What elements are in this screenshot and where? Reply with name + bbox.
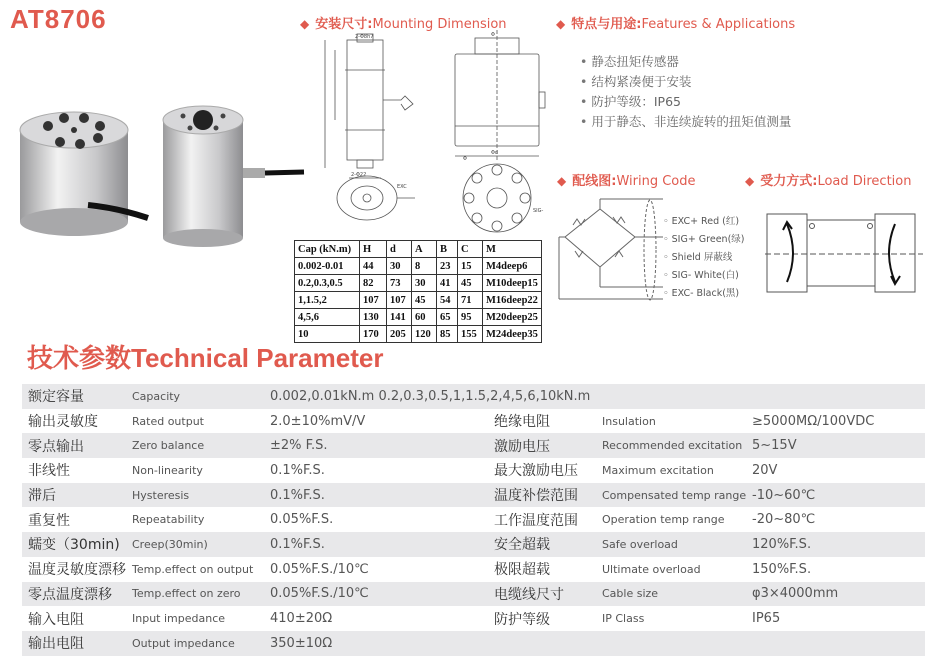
table-cell: 141 (387, 309, 412, 326)
param-value: ±2% F.S. (270, 433, 494, 458)
load-direction-title: ◆ 受力方式:Load Direction (745, 174, 912, 189)
table-header: A (412, 241, 437, 258)
table-cell: 120 (412, 326, 437, 343)
table-cell: 45 (458, 275, 483, 292)
dim-label: 2-Φ22 (351, 172, 367, 178)
table-cell: 107 (387, 292, 412, 309)
param-name-cn: 输出电阻 (22, 631, 132, 656)
features-title: ◆ 特点与用途:Features & Applications (556, 17, 796, 32)
table-cell: 10 (295, 326, 360, 343)
param-name-cn: 温度灵敏度漂移 (22, 557, 132, 582)
list-item: • 静态扭矩传感器 (580, 52, 791, 72)
table-row (295, 258, 542, 275)
table-header: d (387, 241, 412, 258)
table-header-row (295, 241, 542, 258)
table-cell: 155 (458, 326, 483, 343)
dim-label: Φ (491, 32, 495, 38)
table-cell: 130 (360, 309, 387, 326)
param-value: 150%F.S. (752, 557, 925, 582)
table-row (22, 557, 925, 582)
table-cell: 65 (437, 309, 458, 326)
param-name-cn: 零点输出 (22, 433, 132, 458)
table-row (22, 582, 925, 607)
param-name-en: Capacity (132, 384, 270, 409)
diamond-icon: ◆ (300, 17, 310, 31)
param-name-cn: 绝缘电阻 (494, 409, 602, 434)
table-cell: 41 (437, 275, 458, 292)
list-item: • 用于静态、非连续旋转的扭矩值测量 (580, 112, 791, 132)
table-cell: 15 (458, 258, 483, 275)
param-value (752, 631, 925, 656)
param-name-en: Temp.effect on zero (132, 582, 270, 607)
param-value: φ3×4000mm (752, 582, 925, 607)
table-cell: 44 (360, 258, 387, 275)
list-item: • 防护等级：IP65 (580, 92, 791, 112)
table-header: H (360, 241, 387, 258)
param-value: 0.1%F.S. (270, 532, 494, 557)
table-cell: 0.2,0.3,0.5 (295, 275, 360, 292)
table-cell: 85 (437, 326, 458, 343)
param-value: -10~60℃ (752, 483, 925, 508)
table-cell: 54 (437, 292, 458, 309)
param-name-cn: 极限超载 (494, 557, 602, 582)
param-name-cn: 滞后 (22, 483, 132, 508)
dim-label: SIG- (533, 208, 544, 214)
dimension-table (294, 240, 542, 343)
table-cell: M4deep6 (483, 258, 542, 275)
wire-label: ◦ EXC- Black(黑) (663, 288, 740, 299)
table-cell: 95 (458, 309, 483, 326)
diamond-icon: ◆ (745, 174, 755, 188)
table-cell: M20deep25 (483, 309, 542, 326)
table-cell: 0.002-0.01 (295, 258, 360, 275)
table-header: M (483, 241, 542, 258)
table-header: Cap (kN.m) (295, 241, 360, 258)
table-header: C (458, 241, 483, 258)
param-name-cn: 电缆线尺寸 (494, 582, 602, 607)
param-name-en: Repeatability (132, 507, 270, 532)
param-name-en: Rated output (132, 409, 270, 434)
mounting-dimension-title: ◆ 安装尺寸:Mounting Dimension (300, 17, 507, 32)
dim-label: 2-Φ8h7 (355, 34, 374, 40)
param-name-en: Input impedance (132, 606, 270, 631)
table-cell: 8 (412, 258, 437, 275)
param-value: -20~80℃ (752, 507, 925, 532)
dim-label: Φd (491, 150, 499, 156)
param-name-cn: 激励电压 (494, 433, 602, 458)
param-value: 410±20Ω (270, 606, 494, 631)
parameter-table (22, 384, 925, 656)
param-value: 2.0±10%mV/V (270, 409, 494, 434)
param-value: 0.002,0.01kN.m 0.2,0.3,0.5,1,1.5,2,4,5,6,10kN.m (270, 384, 925, 409)
table-cell: 82 (360, 275, 387, 292)
diamond-icon: ◆ (557, 174, 567, 188)
param-name-en: Recommended excitation (602, 433, 752, 458)
list-item: • 结构紧凑便于安装 (580, 72, 791, 92)
param-name-cn: 防护等级 (494, 606, 602, 631)
table-row (22, 433, 925, 458)
param-name-en: Non-linearity (132, 458, 270, 483)
param-name-cn: 零点温度漂移 (22, 582, 132, 607)
table-cell: M10deep15 (483, 275, 542, 292)
param-name-en: Zero balance (132, 433, 270, 458)
param-value: 0.1%F.S. (270, 458, 494, 483)
param-name-en: IP Class (602, 606, 752, 631)
product-photo (8, 100, 308, 250)
param-value: 0.05%F.S. (270, 507, 494, 532)
param-value: ≥5000MΩ/100VDC (752, 409, 925, 434)
table-row (295, 275, 542, 292)
param-name-cn: 工作温度范围 (494, 507, 602, 532)
param-name-en: Maximum excitation (602, 458, 752, 483)
param-name-cn (494, 631, 602, 656)
table-row (22, 507, 925, 532)
param-name-en: Operation temp range (602, 507, 752, 532)
param-value: 0.05%F.S./10℃ (270, 557, 494, 582)
table-cell: 73 (387, 275, 412, 292)
param-value: 0.1%F.S. (270, 483, 494, 508)
table-cell: 1,1.5,2 (295, 292, 360, 309)
table-cell: 4,5,6 (295, 309, 360, 326)
table-row (295, 292, 542, 309)
param-value: IP65 (752, 606, 925, 631)
table-row (22, 532, 925, 557)
model-title: AT8706 (10, 4, 107, 34)
param-name-cn: 输出灵敏度 (22, 409, 132, 434)
wire-label: ◦ SIG+ Green(绿) (663, 234, 745, 245)
param-name-cn: 非线性 (22, 458, 132, 483)
table-row (22, 606, 925, 631)
dim-label: Φ (463, 156, 467, 162)
table-row (22, 631, 925, 656)
dim-label: EXC (397, 184, 407, 190)
param-name-cn: 输入电阻 (22, 606, 132, 631)
table-cell: 71 (458, 292, 483, 309)
param-name-en: Creep(30min) (132, 532, 270, 557)
table-row (22, 483, 925, 508)
table-cell: 205 (387, 326, 412, 343)
features-list (580, 52, 791, 132)
param-name-en: Safe overload (602, 532, 752, 557)
table-cell: 30 (387, 258, 412, 275)
wiring-title: ◆ 配线图:Wiring Code (557, 174, 696, 189)
param-name-en: Ultimate overload (602, 557, 752, 582)
table-row (22, 384, 925, 409)
param-value: 0.05%F.S./10℃ (270, 582, 494, 607)
technical-parameter-title: 技术参数Technical Parameter (27, 343, 384, 374)
load-direction-diagram (765, 210, 925, 300)
wiring-diagram (555, 195, 675, 305)
param-value: 20V (752, 458, 925, 483)
diamond-icon: ◆ (556, 17, 566, 31)
table-cell: M24deep35 (483, 326, 542, 343)
param-name-en: Output impedance (132, 631, 270, 656)
table-header: B (437, 241, 458, 258)
param-name-cn: 温度补偿范围 (494, 483, 602, 508)
table-row (22, 458, 925, 483)
wire-label: ◦ SIG- White(白) (663, 270, 739, 281)
table-cell: 45 (412, 292, 437, 309)
wire-label: ◦ Shield 屏蔽线 (663, 252, 733, 263)
param-name-en: Insulation (602, 409, 752, 434)
param-name-cn: 安全超载 (494, 532, 602, 557)
param-name-cn: 额定容量 (22, 384, 132, 409)
table-cell: 60 (412, 309, 437, 326)
param-name-cn: 重复性 (22, 507, 132, 532)
table-cell: 30 (412, 275, 437, 292)
param-value: 120%F.S. (752, 532, 925, 557)
param-name-cn: 最大激励电压 (494, 458, 602, 483)
mounting-drawing (305, 30, 555, 235)
table-cell: 170 (360, 326, 387, 343)
table-row (22, 409, 925, 434)
table-cell: M16deep22 (483, 292, 542, 309)
param-name-cn: 蠕变（30min) (22, 532, 132, 557)
param-value: 5~15V (752, 433, 925, 458)
wire-label: ◦ EXC+ Red (红) (663, 216, 740, 227)
param-name-en (602, 631, 752, 656)
table-row (295, 309, 542, 326)
param-value: 350±10Ω (270, 631, 494, 656)
table-cell: 107 (360, 292, 387, 309)
param-name-en: Cable size (602, 582, 752, 607)
table-cell: 23 (437, 258, 458, 275)
param-name-en: Hysteresis (132, 483, 270, 508)
param-name-en: Compensated temp range (602, 483, 752, 508)
param-name-en: Temp.effect on output (132, 557, 270, 582)
